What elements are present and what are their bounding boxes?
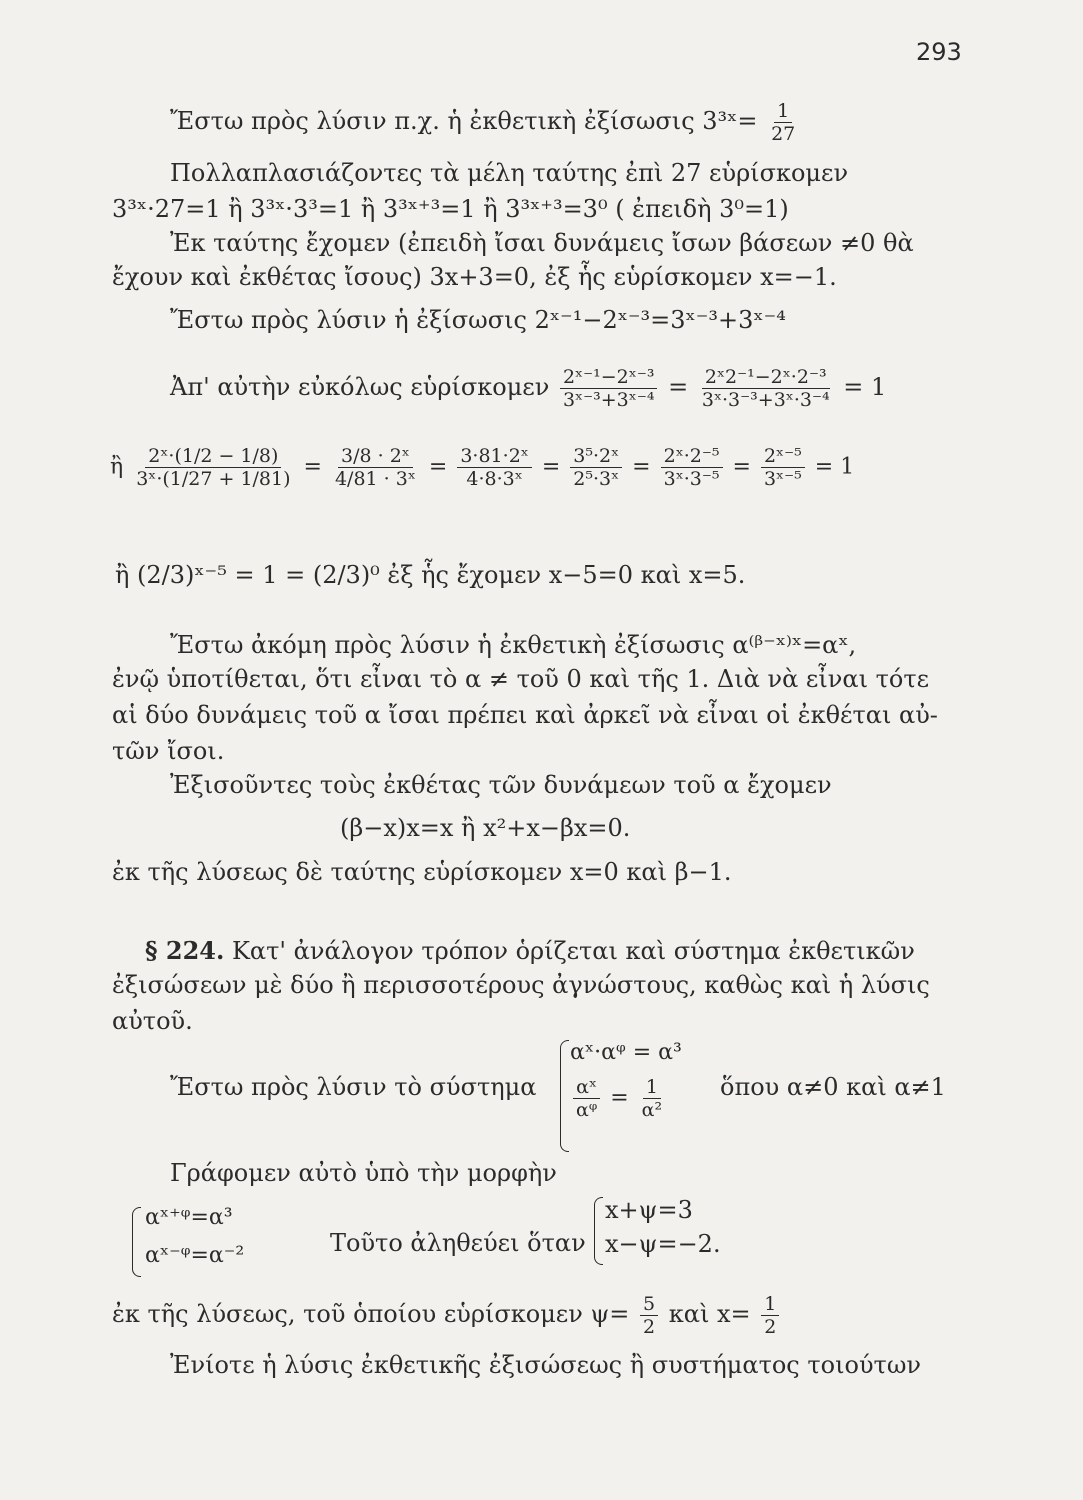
- system-equation: x+ψ=3: [605, 1196, 693, 1224]
- fraction: $\frac{\text{3⁵·2ˣ}}{\text{2⁵·3ˣ}}$: [570, 445, 622, 490]
- fraction: $\frac{1}{2}$: [761, 1293, 779, 1338]
- text-line: αὐτοῦ.: [112, 1007, 193, 1035]
- equation-line: ἢ (2/3)ˣ⁻⁵ = 1 = (2/3)⁰ ἐξ ἧς ἔχομεν x−5=0 καὶ x=5.: [115, 561, 746, 589]
- equation: 3³ˣ=: [702, 107, 758, 135]
- text-line: ἐνῷ ὑποτίθεται, ὅτι εἶναι τὸ α ≠ τοῦ 0 καὶ τῆς 1. Διὰ νὰ εἶναι τότε: [112, 665, 930, 693]
- fraction: $\frac{\text{2ˣ·2⁻⁵}}{\text{3ˣ·3⁻⁵}}$: [661, 445, 723, 490]
- text: = 1: [814, 454, 855, 480]
- system-equation: x−ψ=−2.: [605, 1230, 721, 1258]
- equation-system: [570, 1038, 682, 1121]
- text-line: [112, 1293, 782, 1338]
- fraction: $\frac{\text{3/8 · 2ˣ}}{\text{4/81 · 3ˣ}}$: [334, 445, 416, 490]
- text-line: Ἔστω πρὸς λύσιν ἡ ἐξίσωσις 2ˣ⁻¹−2ˣ⁻³=3ˣ⁻³+3ˣ⁻⁴: [170, 306, 786, 334]
- fraction: $\frac{\text{2ˣ2⁻¹−2ˣ·2⁻³}}{\text{3ˣ·3⁻³+3ˣ·3⁻⁴}}$: [701, 366, 830, 411]
- fraction: $\frac{1}{\text{α²}}$: [641, 1076, 663, 1121]
- system-equation: αˣ⁺ᵠ=α³: [145, 1205, 233, 1230]
- equation-line: (β−x)x=x ἢ x²+x−βx=0.: [340, 814, 631, 842]
- text-line: αἱ δύο δυνάμεις τοῦ α ἴσαι πρέπει καὶ ἀρκεῖ νὰ εἶναι οἱ ἐκθέται αὐ-: [112, 701, 938, 729]
- text-line: Ἐξισοῦντες τοὺς ἐκθέτας τῶν δυνάμεων τοῦ α ἔχομεν: [170, 771, 832, 799]
- section-line: [145, 936, 915, 966]
- text-line: Ἔστω πρὸς λύσιν τὸ σύστημα: [170, 1073, 537, 1101]
- equation-system: [605, 1193, 721, 1261]
- left-brace: [560, 1040, 569, 1152]
- text: = 1: [843, 373, 887, 401]
- fraction: $\frac{1}{27}$: [771, 100, 796, 145]
- text: ἐκ τῆς λύσεως, τοῦ ὁποίου εὑρίσκομεν ψ=: [112, 1300, 630, 1328]
- equation-system: [145, 1203, 244, 1271]
- text-line: Ἐνίοτε ἡ λύσις ἐκθετικῆς ἐξισώσεως ἢ συστήματος τοιούτων: [170, 1351, 921, 1379]
- system-equation: $\frac{\text{αˣ}}{\text{αᵠ}}$ = $\frac{1}{\text{α²}}$: [570, 1076, 682, 1121]
- fraction: $\frac{\text{αˣ}}{\text{αᵠ}}$: [573, 1076, 600, 1121]
- text-line: Πολλαπλασιάζοντες τὰ μέλη ταύτης ἐπὶ 27 εὑρίσκομεν: [170, 159, 849, 187]
- fraction: $\frac{\text{3·81·2ˣ}}{\text{4·8·3ˣ}}$: [457, 445, 532, 490]
- text-line: τῶν ἴσοι.: [112, 737, 225, 765]
- left-brace: [132, 1207, 141, 1277]
- text-line: Γράφομεν αὐτὸ ὑπὸ τὴν μορφὴν: [170, 1159, 557, 1187]
- left-brace: [594, 1197, 603, 1265]
- equation-line: Ἀπ' αὐτὴν εὐκόλως εὑρίσκομεν $\frac{\text{2ˣ⁻¹−2ˣ⁻³}}{\text{3ˣ⁻³+3ˣ⁻⁴}}$ = $\frac{\text{2ˣ2⁻¹−2ˣ·2⁻³}}{\text{3ˣ·3⁻³+3ˣ·3⁻⁴}}$ = 1: [170, 366, 887, 411]
- text: ἢ: [110, 454, 124, 480]
- system-equation: αˣ·αᵠ = α³: [570, 1040, 682, 1065]
- fraction: $\frac{\text{2ˣ⁻⁵}}{\text{3ˣ⁻⁵}}$: [761, 445, 805, 490]
- equation-line: 3³ˣ·27=1 ἢ 3³ˣ·3³=1 ἢ 3³ˣ⁺³=1 ἢ 3³ˣ⁺³=3⁰ ( ἐπειδὴ 3⁰=1): [112, 195, 789, 223]
- text: Ἀπ' αὐτὴν εὐκόλως εὑρίσκομεν: [170, 373, 550, 401]
- section-number: § 224.: [145, 936, 225, 965]
- condition-text: ὅπου α≠0 καὶ α≠1: [720, 1073, 946, 1101]
- text-line: [170, 100, 801, 145]
- equation-line: ἢ $\frac{\text{2ˣ·(1/2 − 1/8)}}{\text{3ˣ·(1/27 + 1/81)}}$ = $\frac{\text{3/8 · 2ˣ}}{\text{4/81 · 3ˣ}}$ = $\frac{\text{3·81·2ˣ}}{\text{4·8·3ˣ}}$ = $\frac{\text{3⁵·2ˣ}}{\text{2⁵·3ˣ}}$ = $\frac{\text{2ˣ·2⁻⁵}}{\text{3ˣ·3⁻⁵}}$ = $\frac{\text{2ˣ⁻⁵}}{\text{3ˣ⁻⁵}}$ = 1: [110, 445, 855, 490]
- fraction: $\frac{5}{2}$: [640, 1293, 658, 1338]
- text-line: Τοῦτο ἀληθεύει ὅταν: [330, 1229, 586, 1257]
- text: καὶ x=: [668, 1300, 751, 1328]
- fraction: $\frac{\text{2ˣ⁻¹−2ˣ⁻³}}{\text{3ˣ⁻³+3ˣ⁻⁴}}$: [560, 366, 658, 411]
- text-line: ἐξισώσεων μὲ δύο ἢ περισσοτέρους ἀγνώστους, καθὼς καὶ ἡ λύσις: [112, 971, 930, 999]
- text: Κατ' ἀνάλογον τρόπον ὁρίζεται καὶ σύστημα ἐκθετικῶν: [232, 937, 915, 965]
- text: Ἔστω πρὸς λύσιν π.χ. ἡ ἐκθετικὴ ἐξίσωσις: [170, 107, 695, 135]
- system-equation: αˣ⁻ᵠ=α⁻²: [145, 1243, 245, 1268]
- fraction: $\frac{\text{2ˣ·(1/2 − 1/8)}}{\text{3ˣ·(1/27 + 1/81)}}$: [136, 445, 291, 490]
- page-number: 293: [916, 38, 962, 66]
- text-line: Ἐκ ταύτης ἔχομεν (ἐπειδὴ ἴσαι δυνάμεις ἴσων βάσεων ≠0 θὰ: [170, 229, 914, 257]
- text-line: ἐκ τῆς λύσεως δὲ ταύτης εὑρίσκομεν x=0 καὶ β−1.: [112, 858, 732, 886]
- text-line: Ἔστω ἀκόμη πρὸς λύσιν ἡ ἐκθετικὴ ἐξίσωσις α⁽ᵝ⁻ˣ⁾ˣ=αˣ,: [170, 631, 857, 659]
- text-line: ἔχουν καὶ ἐκθέτας ἴσους) 3x+3=0, ἐξ ἧς εὑρίσκομεν x=−1.: [112, 263, 837, 291]
